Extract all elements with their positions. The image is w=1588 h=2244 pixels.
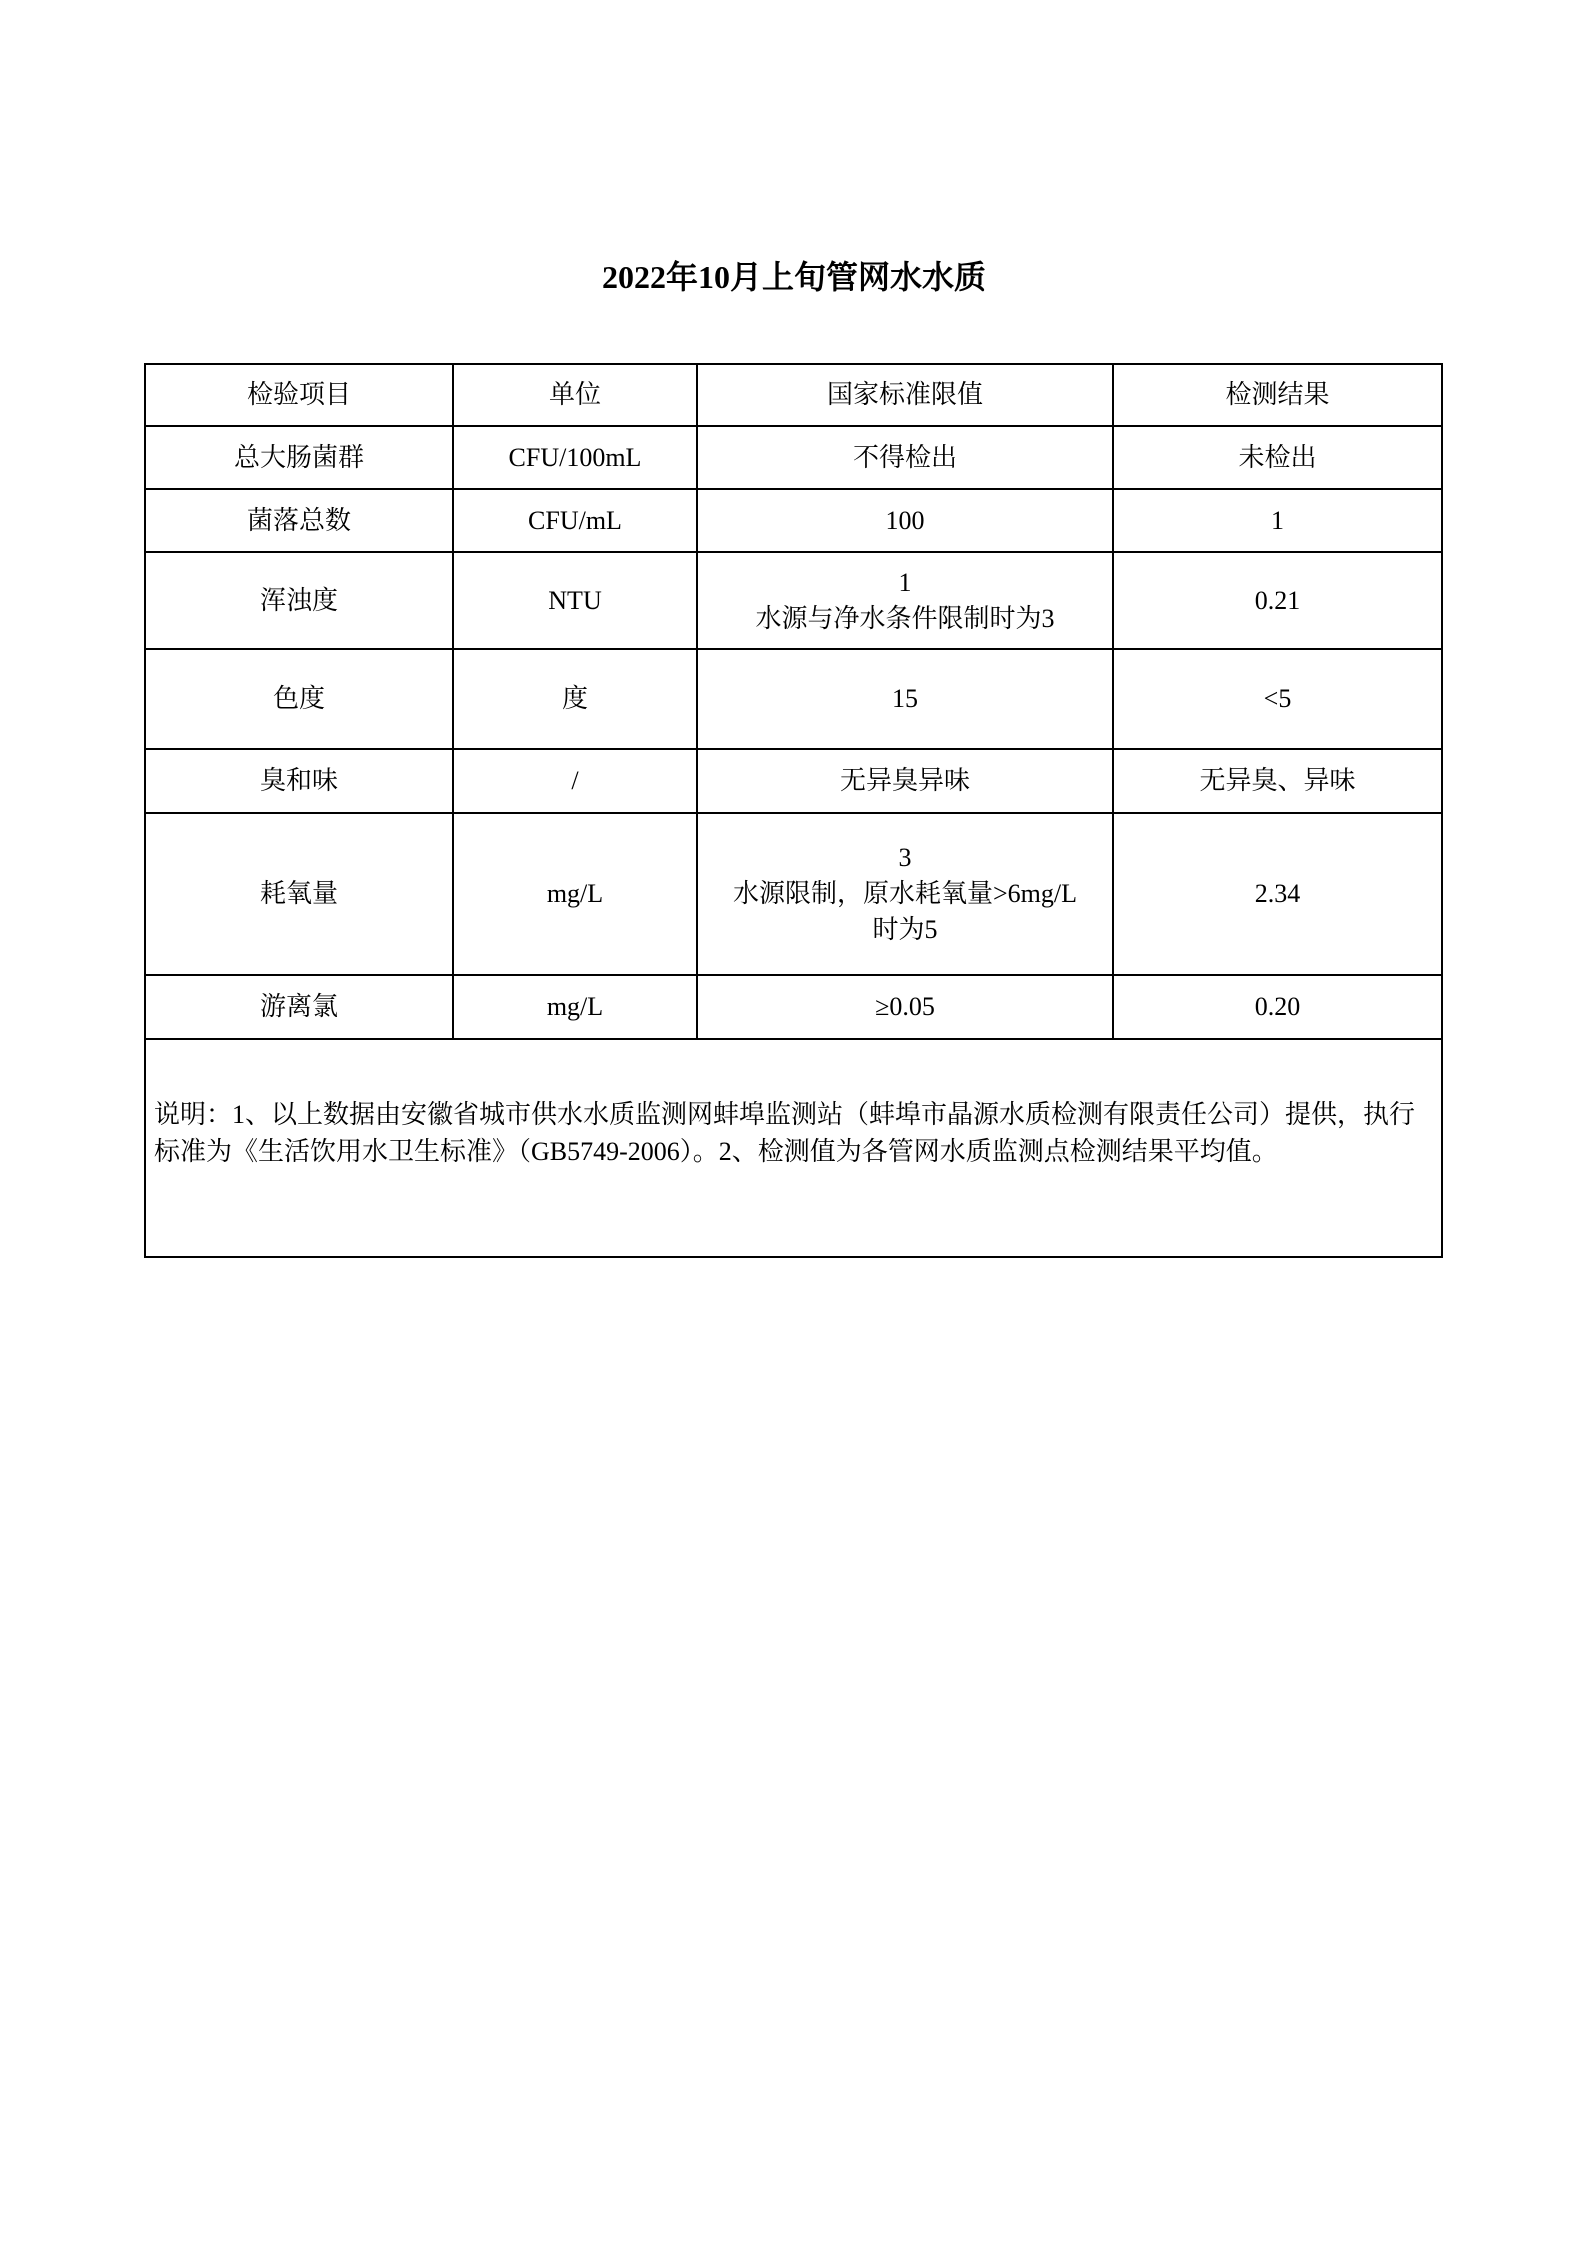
cell-result: 1 <box>1113 489 1442 552</box>
header-unit: 单位 <box>453 364 697 426</box>
note-row <box>145 1039 1442 1257</box>
cell-unit: / <box>453 749 697 813</box>
limit-line: 水源与净水条件限制时为3 <box>755 603 1055 633</box>
table-header-row <box>145 364 1442 426</box>
cell-limit <box>697 426 1113 489</box>
limit-line: 3 <box>898 843 912 872</box>
cell-item: 色度 <box>145 649 453 749</box>
limit-line: ≥0.05 <box>875 992 935 1021</box>
note-cell <box>145 1039 1442 1257</box>
table-row <box>145 552 1442 649</box>
cell-item: 臭和味 <box>145 749 453 813</box>
cell-unit: CFU/mL <box>453 489 697 552</box>
cell-limit <box>697 749 1113 813</box>
cell-item: 浑浊度 <box>145 552 453 649</box>
cell-result: 0.20 <box>1113 975 1442 1039</box>
note-text: 说明：1、以上数据由安徽省城市供水水质监测网蚌埠监测站（蚌埠市晶源水质检测有限责任公司）提供，执行标准为《生活饮用水卫生标准》（GB5749-2006）。2、检测值为各管网水质监测点检测结果平均值。 <box>154 1100 1416 1166</box>
cell-result: 0.21 <box>1113 552 1442 649</box>
cell-unit: mg/L <box>453 813 697 975</box>
table-row <box>145 749 1442 813</box>
cell-result: 2.34 <box>1113 813 1442 975</box>
header-item: 检验项目 <box>145 364 453 426</box>
cell-limit <box>697 552 1113 649</box>
cell-unit: NTU <box>453 552 697 649</box>
cell-result: <5 <box>1113 649 1442 749</box>
table-row <box>145 975 1442 1039</box>
cell-limit <box>697 649 1113 749</box>
cell-item: 耗氧量 <box>145 813 453 975</box>
cell-item: 总大肠菌群 <box>145 426 453 489</box>
limit-line: 不得检出 <box>852 442 957 472</box>
cell-limit <box>697 813 1113 975</box>
cell-limit <box>697 975 1113 1039</box>
cell-unit: 度 <box>453 649 697 749</box>
limit-line: 水源限制，原水耗氧量>6mg/L <box>733 879 1077 908</box>
limit-line: 15 <box>892 684 918 713</box>
table-row <box>145 426 1442 489</box>
limit-line: 1 <box>898 567 912 597</box>
limit-line: 100 <box>885 505 925 535</box>
cell-item: 菌落总数 <box>145 489 453 552</box>
cell-item: 游离氯 <box>145 975 453 1039</box>
table-row <box>145 489 1442 552</box>
cell-result: 无异臭、异味 <box>1113 749 1442 813</box>
limit-line: 时为5 <box>872 915 938 944</box>
table-row <box>145 649 1442 749</box>
water-quality-table <box>144 363 1443 1258</box>
header-result: 检测结果 <box>1113 364 1442 426</box>
cell-unit: mg/L <box>453 975 697 1039</box>
limit-line: 无异臭异味 <box>839 766 970 795</box>
table-row <box>145 813 1442 975</box>
cell-result: 未检出 <box>1113 426 1442 489</box>
cell-unit: CFU/100mL <box>453 426 697 489</box>
page-title: 2022年10月上旬管网水水质 <box>601 259 986 295</box>
header-limit: 国家标准限值 <box>697 364 1113 426</box>
cell-limit <box>697 489 1113 552</box>
